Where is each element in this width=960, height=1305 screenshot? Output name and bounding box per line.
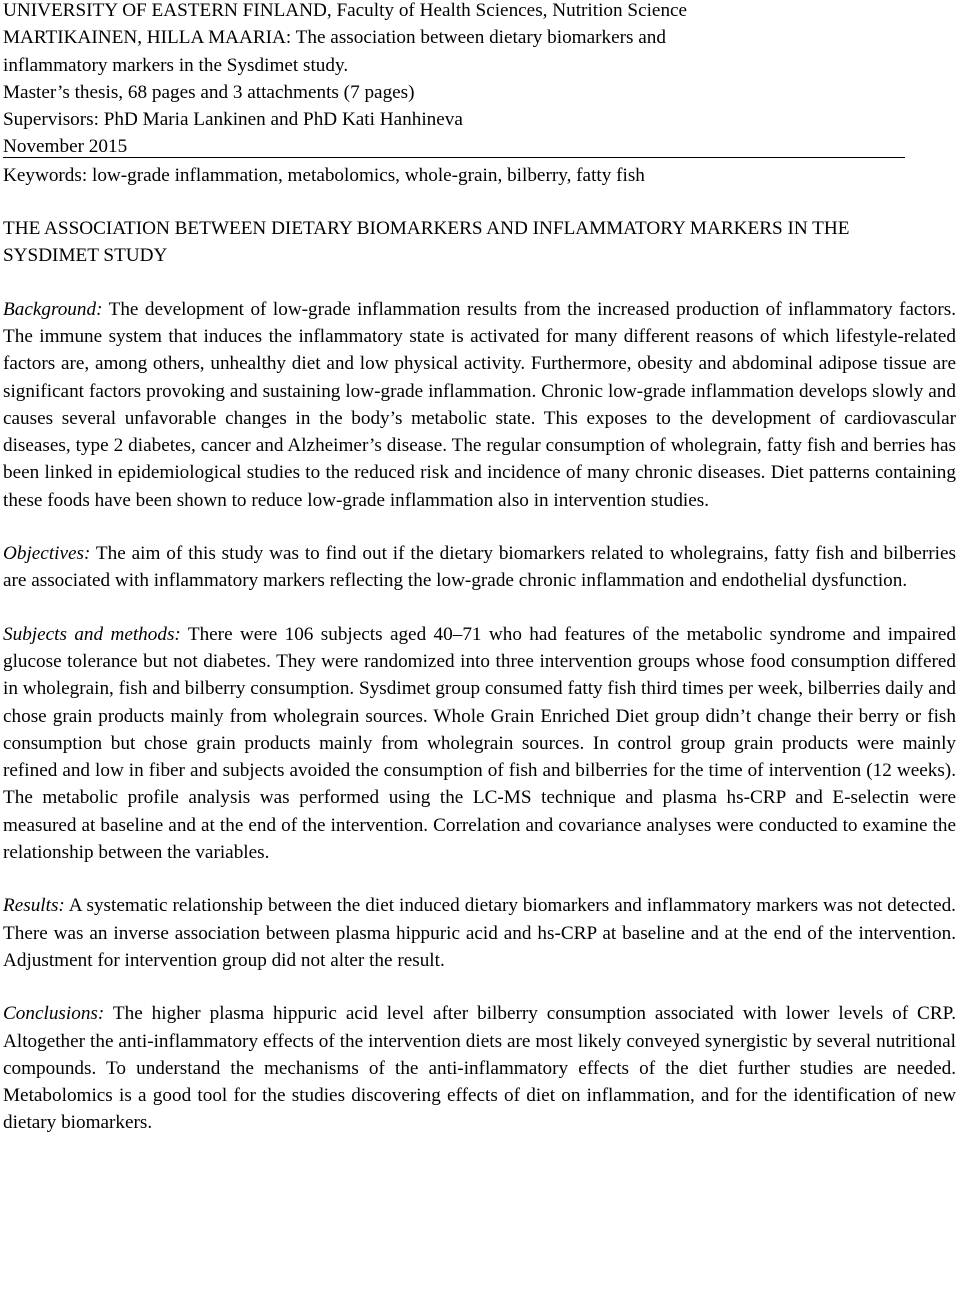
header-block: [3, 0, 956, 189]
objectives-label: Objectives:: [3, 543, 91, 565]
abstract-title: THE ASSOCIATION BETWEEN DIETARY BIOMARKERS AND INFLAMMATORY MARKERS IN THE SYSDIMET STUDY: [3, 218, 850, 267]
section-conclusions: [3, 1000, 956, 1136]
methods-text: There were 106 subjects aged 40–71 who had features of the metabolic syndrome and impaired glucose tolerance but not diabetes. They were randomized into three intervention groups whose food consumption differed in wholegrain, fish and bilberry consumption. Sysdimet group consumed fatty fish third times per week, bilberries daily and chose grain products mainly from wholegrain sources. Whole Grain Enriched Diet group didn’t change their berry or fish consumption but chose grain products mainly from wholegrain sources. In control group grain products were mainly refined and low in fiber and subjects avoided the consumption of fish and bilberries for the time of intervention (12 weeks). The metabolic profile analysis was performed using the LC-MS technique and plasma hs-CRP and E-selectin were measured at baseline and at the end of the intervention. Correlation and covariance analyses were conducted to examine the relationship between the variables.: [3, 623, 956, 864]
conclusions-label: Conclusions:: [3, 1003, 105, 1025]
background-label: Background:: [3, 298, 103, 320]
keywords-line: Keywords: low-grade inflammation, metabolomics, whole-grain, bilberry, fatty fish: [3, 164, 645, 186]
results-text: A systematic relationship between the diet induced dietary biomarkers and inflammatory markers was not detected. There was an inverse association between plasma hippuric acid and hs-CRP at baseline and at the end of the intervention. Adjustment for intervention group did not alter the result.: [3, 895, 956, 971]
conclusions-text: The higher plasma hippuric acid level after bilberry consumption associated with lower levels of CRP. Altogether the anti-inflammatory effects of the intervention diets are most likely conveyed synergistic by several nutritional compounds. To understand the mechanisms of the anti-inflammatory effects of the diet further studies are needed. Metabolomics is a good tool for the studies discovering effects of diet on inflammation, and for the identification of new dietary biomarkers.: [3, 1003, 956, 1134]
supervisors-line: Supervisors: PhD Maria Lankinen and PhD Kati Hanhineva: [3, 109, 463, 131]
section-results: [3, 892, 956, 974]
author-title-line-2: inflammatory markers in the Sysdimet study.: [3, 54, 349, 76]
date-line: November 2015: [3, 133, 905, 158]
author-title-line-1: MARTIKAINEN, HILLA MAARIA: The association between dietary biomarkers and: [3, 27, 666, 49]
institution-line: UNIVERSITY OF EASTERN FINLAND, Faculty of Health Sciences, Nutrition Science: [3, 0, 688, 21]
section-methods: [3, 621, 956, 867]
section-objectives: [3, 540, 956, 595]
abstract-page: [3, 0, 956, 1137]
objectives-text: The aim of this study was to find out if the dietary biomarkers related to wholegrains, fatty fish and bilberries are associated with inflammatory markers reflecting the low-grade chronic inflammation and endothelial dysfunction.: [3, 543, 956, 592]
section-background: [3, 296, 956, 514]
background-text: The development of low-grade inflammation results from the increased production of inflammatory factors. The immune system that induces the inflammatory state is activated for many different reasons of which lifestyle-related factors are, among others, unhealthy diet and low physical activity. Furthermore, obesity and abdominal adipose tissue are significant factors provoking and sustaining low-grade inflammation. Chronic low-grade inflammation develops slowly and causes several unfavorable changes in the body’s metabolic state. This exposes to the development of cardiovascular diseases, type 2 diabetes, cancer and Alzheimer’s disease. The regular consumption of wholegrain, fatty fish and berries has been linked in epidemiological studies to the reduced risk and incidence of many chronic diseases. Diet patterns containing these foods have been shown to reduce low-grade inflammation also in intervention studies.: [3, 298, 957, 511]
results-label: Results:: [3, 895, 65, 917]
methods-label: Subjects and methods:: [3, 623, 181, 645]
thesis-info-line: Master’s thesis, 68 pages and 3 attachments (7 pages): [3, 81, 415, 103]
